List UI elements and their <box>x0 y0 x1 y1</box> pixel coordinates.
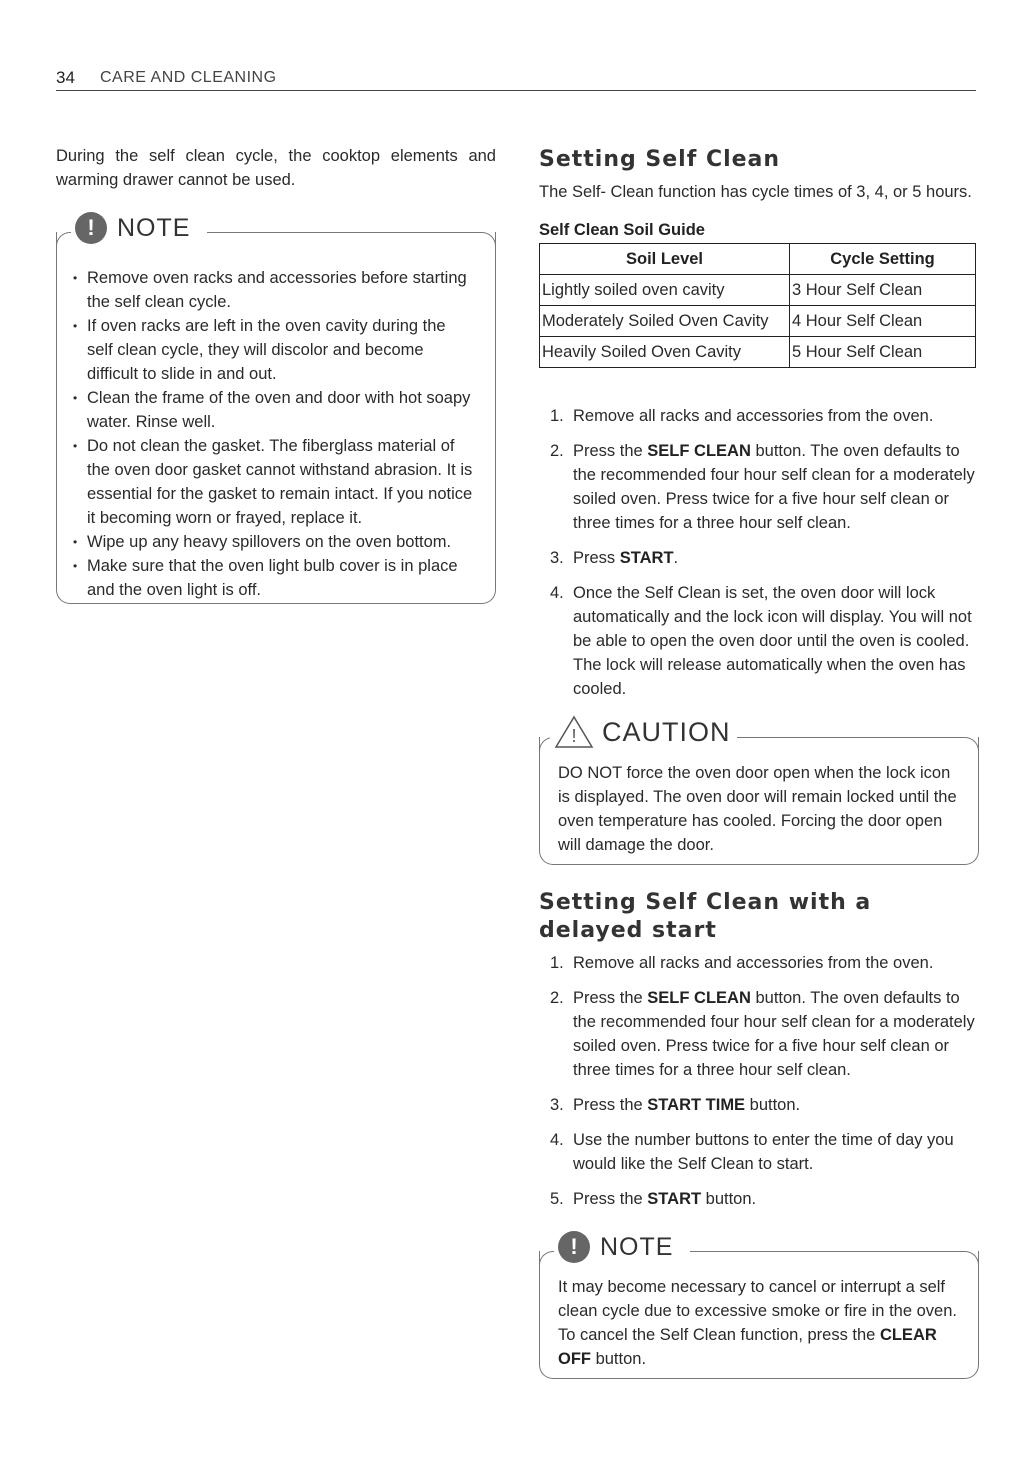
table-header: Soil Level <box>540 244 790 275</box>
table-cell: Moderately Soiled Oven Cavity <box>540 306 790 337</box>
table-cell: 4 Hour Self Clean <box>790 306 976 337</box>
caution-title: CAUTION <box>602 716 731 747</box>
caution-box <box>539 716 979 865</box>
table-header-row <box>540 244 976 275</box>
note-list <box>57 266 475 602</box>
step-item: 5. Press the START button. <box>550 1190 757 1208</box>
section-heading: Setting Self Clean <box>539 147 781 172</box>
caution-text: DO NOT force the oven door open when the lock icon is displayed. The oven door will remain locked until the oven temperature has cooled. Forcing the door open will damage the door. <box>558 764 957 854</box>
soil-guide-table <box>539 243 976 368</box>
step-item: 3. Press the START TIME button. <box>550 1096 801 1114</box>
right-column <box>539 146 979 1379</box>
step-item: 2. Press the SELF CLEAN button. The oven defaults to the recommended four hour self clean for a moderately soiled oven. Press twice for a five hour self clean or three times for a three hour self clean. <box>550 442 975 532</box>
section-title: CARE AND CLEANING <box>100 69 277 86</box>
note-box <box>56 213 496 604</box>
note-item: • Remove oven racks and accessories before starting the self clean cycle. <box>57 266 475 314</box>
note-item: • Clean the frame of the oven and door with hot soapy water. Rinse well. <box>57 386 475 434</box>
step-item: 1. Remove all racks and accessories from the oven. <box>550 954 934 972</box>
info-circle-icon: ! <box>558 1231 590 1263</box>
step-item: 4. Once the Self Clean is set, the oven door will lock automatically and the lock icon will display. You will not be able to open the oven door until the oven is cooled. The lock will release automatically when the oven has cooled. <box>550 584 972 698</box>
section-heading: Setting Self Clean with a delayed start <box>539 890 872 943</box>
note-item: • If oven racks are left in the oven cavity during the self clean cycle, they will discolor and become difficult to slide in and out. <box>57 314 475 386</box>
section-intro: The Self- Clean function has cycle times of 3, 4, or 5 hours. <box>539 183 972 201</box>
table-cell: Heavily Soiled Oven Cavity <box>540 337 790 368</box>
step-item: 4. Use the number buttons to enter the time of day you would like the Self Clean to start. <box>550 1131 954 1173</box>
table-title: Self Clean Soil Guide <box>539 221 705 239</box>
page-header <box>56 66 976 91</box>
table-cell: 3 Hour Self Clean <box>790 275 976 306</box>
delayed-start-steps <box>539 951 979 1211</box>
note-item: • Wipe up any heavy spillovers on the oven bottom. <box>57 530 475 554</box>
left-column <box>56 144 496 604</box>
note-box <box>539 1232 979 1379</box>
warning-triangle-icon <box>554 715 594 749</box>
caution-header <box>550 715 737 749</box>
note-title: NOTE <box>600 1232 674 1261</box>
note-title: NOTE <box>117 213 191 242</box>
note-item: • Make sure that the oven light bulb cover is in place and the oven light is off. <box>57 554 475 602</box>
table-cell: Lightly soiled oven cavity <box>540 275 790 306</box>
step-item: 1. Remove all racks and accessories from the oven. <box>550 407 934 425</box>
intro-paragraph: During the self clean cycle, the cooktop elements and warming drawer cannot be used. <box>56 147 496 189</box>
table-row <box>540 275 976 306</box>
note-item: • Do not clean the gasket. The fiberglass material of the oven door gasket cannot withstand abrasion. It is essential for the gasket to remain intact. If you notice it becoming worn or frayed, replace it. <box>57 434 475 530</box>
note-header <box>554 1231 679 1263</box>
note-header <box>71 212 196 244</box>
table-cell: 5 Hour Self Clean <box>790 337 976 368</box>
note-text: It may become necessary to cancel or interrupt a self clean cycle due to excessive smoke or fire in the oven. To cancel the Self Clean function, press the CLEAR OFF button. <box>558 1278 957 1368</box>
table-row <box>540 337 976 368</box>
step-item: 3. Press START. <box>550 549 679 567</box>
page-number: 34 <box>56 68 75 87</box>
step-item: 2. Press the SELF CLEAN button. The oven defaults to the recommended four hour self clean for a moderately soiled oven. Press twice for a five hour self clean or three times for a three hour self clean. <box>550 989 975 1079</box>
self-clean-steps <box>539 404 979 701</box>
table-header: Cycle Setting <box>790 244 976 275</box>
svg-text:!: ! <box>571 726 577 746</box>
table-row <box>540 306 976 337</box>
info-circle-icon: ! <box>75 212 107 244</box>
